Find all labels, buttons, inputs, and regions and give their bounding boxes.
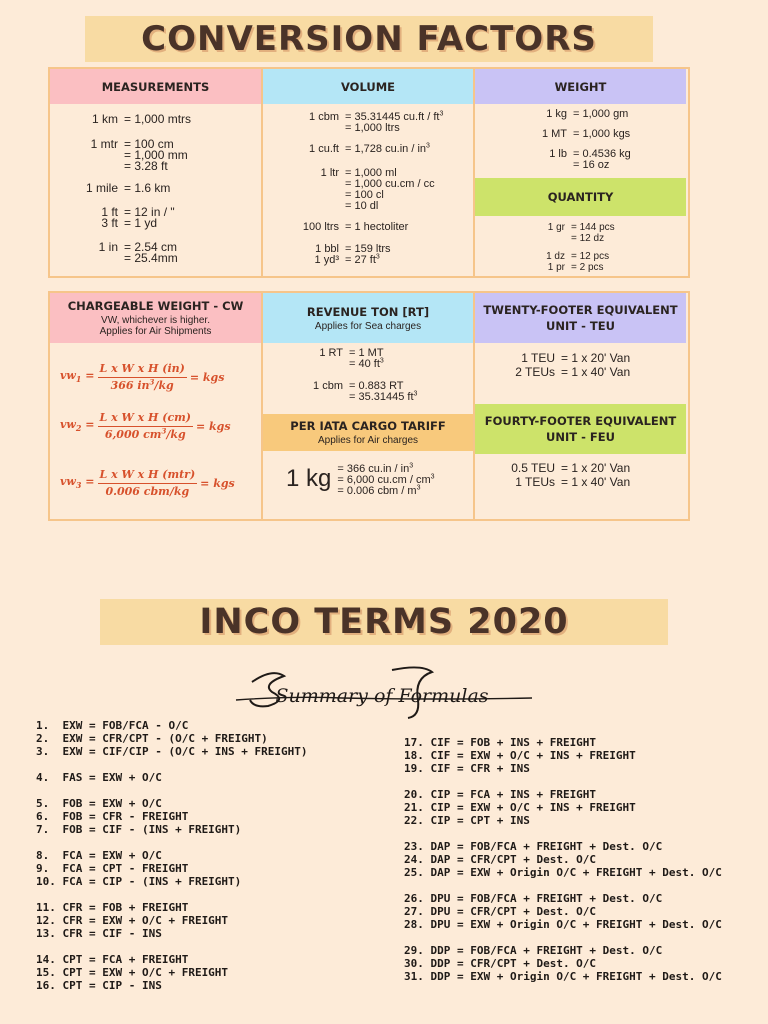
row-value: = 3.28 ft	[124, 159, 168, 173]
row-key: 1 in	[98, 240, 118, 254]
row-value: = 25.4mm	[124, 251, 178, 265]
row-value: = 2 pcs	[571, 262, 604, 273]
measurements-row	[50, 139, 188, 172]
row-key: 1 lb	[549, 148, 567, 160]
formula-numerator: L x W x H (in)	[98, 362, 187, 378]
row-key: 1 bbl	[315, 243, 339, 255]
formula-denominator: 366 $in^3/kg$	[110, 377, 174, 392]
row-value: = 16 oz	[573, 159, 610, 171]
inco-formula-item: 8. FCA = EXW + O/C	[36, 849, 162, 862]
inco-formula-item: 19. CIF = CFR + INS	[404, 762, 530, 775]
inco-formula-spacer	[36, 940, 308, 953]
row-value: = 100 cl	[345, 189, 384, 201]
feu-row	[475, 477, 630, 488]
teu-row	[475, 353, 630, 364]
inco-formula-item: 28. DPU = EXW + Origin O/C + FREIGHT + Dest. O/C	[404, 918, 722, 931]
row-key: 1 cu.ft	[309, 143, 339, 155]
inco-formula-spacer	[404, 827, 722, 840]
measurements-row	[50, 242, 178, 264]
row-value: = 35.31445 $ft^3$	[349, 390, 418, 403]
summary-of-formulas-script	[232, 660, 537, 722]
weight-row	[475, 129, 630, 140]
formula-numerator: L x W x H (mtr)	[98, 468, 198, 484]
inco-formula-item: 21. CIP = EXW + O/C + INS + FREIGHT	[404, 801, 636, 814]
row-key: 1 MT	[541, 128, 567, 140]
row-value: = 1,728 $cu.in / in^3$	[345, 142, 430, 155]
row-key: 1 kg	[546, 108, 567, 120]
row-value: = 1 x 20' Van	[561, 351, 631, 365]
weight-header: WEIGHT	[475, 69, 686, 104]
row-key: 0.5 TEU	[511, 461, 555, 475]
volume-header: VOLUME	[263, 69, 473, 104]
inco-formula-item: 2. EXW = CFR/CPT - (O/C + FREIGHT)	[36, 732, 268, 745]
inco-formula-item: 5. FOB = EXW + O/C	[36, 797, 162, 810]
volume-row	[263, 222, 408, 233]
inco-formula-item: 6. FOB = CFR - FREIGHT	[36, 810, 189, 823]
formula-rhs: = kgs	[196, 419, 231, 433]
inco-formula-item: 14. CPT = FCA + FREIGHT	[36, 953, 189, 966]
row-key: 1 km	[91, 112, 118, 126]
row-value: = 2.54 cm	[124, 240, 178, 254]
inco-formula-item: 30. DDP = CFR/CPT + Dest. O/C	[404, 957, 597, 970]
inco-formula-item: 24. DAP = CFR/CPT + Dest. O/C	[404, 853, 597, 866]
row-key: 3 ft	[101, 216, 118, 230]
quantity-row	[475, 251, 609, 273]
row-value: = 1,000 kgs	[573, 128, 631, 140]
row-key: 1 ft	[101, 205, 118, 219]
volume-row	[263, 112, 443, 134]
conversion-factors-banner	[85, 16, 653, 62]
cw-formula	[60, 411, 231, 441]
iata-tariff-header: PER IATA CARGO TARIFF Applies for Air charges	[263, 414, 473, 451]
formula-rhs: = kgs	[189, 370, 225, 384]
inco-formula-item: 20. CIP = FCA + INS + FREIGHT	[404, 788, 597, 801]
row-value: = 0.4536 kg	[573, 148, 631, 160]
cw-formula	[60, 362, 224, 392]
inco-formula-spacer	[36, 836, 308, 849]
inco-formula-item: 3. EXW = CIF/CIP - (O/C + INS + FREIGHT)	[36, 745, 308, 758]
feu-row	[475, 463, 630, 474]
formula-denominator: 0.006 cbm/kg	[105, 485, 190, 498]
revenue-row	[263, 348, 384, 370]
row-value: = 12 pcs	[571, 251, 610, 262]
volume-row	[263, 244, 391, 266]
row-value: = 40 $ft^3$	[349, 357, 384, 370]
row-key: 1 TEU	[521, 351, 555, 365]
row-key: 1 RT	[319, 347, 343, 359]
inco-terms-title: INCO TERMS 2020	[199, 602, 569, 642]
row-value: = 1,000 ltrs	[345, 122, 400, 134]
row-key: 100 ltrs	[302, 221, 339, 233]
inco-formula-spacer	[404, 775, 722, 788]
inco-formula-item: 26. DPU = FOB/FCA + FREIGHT + Dest. O/C	[404, 892, 663, 905]
iata-value-1: = 366 $cu.in / in^3$	[337, 462, 414, 475]
conversion-factors-title: CONVERSION FACTORS	[141, 19, 597, 59]
formula-lhs: $vw_1$ =	[60, 369, 95, 385]
cw-formula	[60, 468, 235, 498]
inco-formula-item: 10. FCA = CIP - (INS + FREIGHT)	[36, 875, 242, 888]
inco-formulas-left	[36, 719, 308, 992]
formula-numerator: L x W x H (cm)	[98, 411, 194, 427]
row-value: = 35.31445 $cu.ft / ft^3$	[345, 110, 444, 123]
row-value: = 10 dl	[345, 200, 379, 212]
inco-formula-spacer	[404, 879, 722, 892]
iata-row	[286, 464, 435, 497]
row-value: = 0.883 RT	[349, 380, 404, 392]
measurements-row	[50, 207, 175, 229]
row-value: = 1 yd	[124, 216, 158, 230]
inco-formula-item: 16. CPT = CIP - INS	[36, 979, 162, 992]
row-key: 1 ltr	[320, 167, 339, 179]
inco-formula-spacer	[36, 888, 308, 901]
revenue-ton-header: REVENUE TON [RT] Applies for Sea charges	[263, 293, 473, 343]
row-value: = 1,000 cu.cm / cc	[345, 178, 435, 190]
summary-of-formulas-text: Summary of Formulas	[275, 685, 489, 707]
inco-formula-item: 7. FOB = CIF - (INS + FREIGHT)	[36, 823, 242, 836]
row-value: = 1 x 40' Van	[561, 475, 631, 489]
row-value: = 1.6 km	[124, 181, 171, 195]
row-value: = 1 x 20' Van	[561, 461, 631, 475]
inco-terms-banner	[100, 599, 668, 645]
inco-formula-item: 22. CIP = CPT + INS	[404, 814, 530, 827]
iata-big-value: 1 kg	[286, 465, 332, 492]
inco-formula-spacer	[36, 758, 308, 771]
row-key: 2 TEUs	[515, 365, 555, 379]
row-value: = 1,000 mtrs	[124, 112, 192, 126]
row-key: 1 cbm	[313, 380, 343, 392]
row-value: = 12 dz	[571, 233, 605, 244]
row-value: = 12 in / "	[124, 205, 175, 219]
row-value: = 159 ltrs	[345, 243, 391, 255]
feu-header: FOURTY-FOOTER EQUIVALENT UNIT - FEU	[475, 404, 686, 454]
row-key: 1 yd³	[314, 254, 339, 266]
inco-formula-item: 4. FAS = EXW + O/C	[36, 771, 162, 784]
revenue-row	[263, 381, 417, 403]
teu-row	[475, 367, 630, 378]
inco-formula-item: 15. CPT = EXW + O/C + FREIGHT	[36, 966, 229, 979]
row-value: = 1 hectoliter	[345, 221, 409, 233]
row-key: 1 gr	[547, 222, 565, 233]
inco-formula-item: 23. DAP = FOB/FCA + FREIGHT + Dest. O/C	[404, 840, 663, 853]
row-key: 1 pr	[547, 262, 565, 273]
inco-formula-item: 27. DPU = CFR/CPT + Dest. O/C	[404, 905, 597, 918]
weight-row	[475, 149, 631, 171]
measurements-row	[50, 183, 170, 194]
inco-formula-item: 31. DDP = EXW + Origin O/C + FREIGHT + Dest. O/C	[404, 970, 722, 983]
formula-lhs: $vw_3$ =	[60, 475, 95, 491]
weight-row	[475, 109, 628, 120]
row-key: 1 mtr	[90, 137, 118, 151]
volume-row	[263, 144, 430, 155]
inco-formula-item: 17. CIF = FOB + INS + FREIGHT	[404, 736, 597, 749]
formula-rhs: = kgs	[200, 476, 235, 490]
row-value: = 100 cm	[124, 137, 174, 151]
inco-formula-item: 9. FCA = CPT - FREIGHT	[36, 862, 189, 875]
row-value: = 27 $ft^3$	[345, 253, 380, 266]
quantity-header: QUANTITY	[475, 178, 686, 216]
row-key: 1 cbm	[309, 111, 339, 123]
inco-formula-item: 11. CFR = FOB + FREIGHT	[36, 901, 189, 914]
volume-row	[263, 168, 435, 212]
inco-formula-item: 1. EXW = FOB/FCA - O/C	[36, 719, 189, 732]
inco-formula-item: 13. CFR = CIF - INS	[36, 927, 162, 940]
row-value: = 1 MT	[349, 347, 384, 359]
row-value: = 144 pcs	[571, 222, 615, 233]
formula-lhs: $vw_2$ =	[60, 418, 95, 434]
formula-denominator: 6,000 $cm^3/kg$	[104, 426, 186, 441]
iata-value-2: = 6,000 $cu.cm / cm^3$	[337, 473, 435, 486]
row-key: 1 mile	[85, 181, 118, 195]
chargeable-weight-header: CHARGEABLE WEIGHT - CW VW, whichever is higher. Applies for Air Shipments	[50, 293, 261, 343]
inco-formula-item: 25. DAP = EXW + Origin O/C + FREIGHT + Dest. O/C	[404, 866, 722, 879]
inco-formula-spacer	[404, 931, 722, 944]
row-key: 1 TEUs	[515, 475, 555, 489]
inco-formula-spacer	[36, 784, 308, 797]
row-value: = 1,000 gm	[573, 108, 629, 120]
row-value: = 1 x 40' Van	[561, 365, 631, 379]
teu-header: TWENTY-FOOTER EQUIVALENT UNIT - TEU	[475, 293, 686, 343]
inco-formula-item: 18. CIF = EXW + O/C + INS + FREIGHT	[404, 749, 636, 762]
row-key: 1 dz	[546, 251, 565, 262]
row-value: = 1,000 mm	[124, 148, 188, 162]
inco-formulas-right	[404, 736, 722, 983]
iata-value-3: = 0.006 cbm / $m^3$	[337, 484, 421, 497]
measurements-row	[50, 114, 191, 125]
quantity-row	[475, 222, 615, 244]
measurements-header: MEASUREMENTS	[50, 69, 261, 104]
inco-formula-item: 12. CFR = EXW + O/C + FREIGHT	[36, 914, 229, 927]
row-value: = 1,000 ml	[345, 167, 397, 179]
inco-formula-item: 29. DDP = FOB/FCA + FREIGHT + Dest. O/C	[404, 944, 663, 957]
